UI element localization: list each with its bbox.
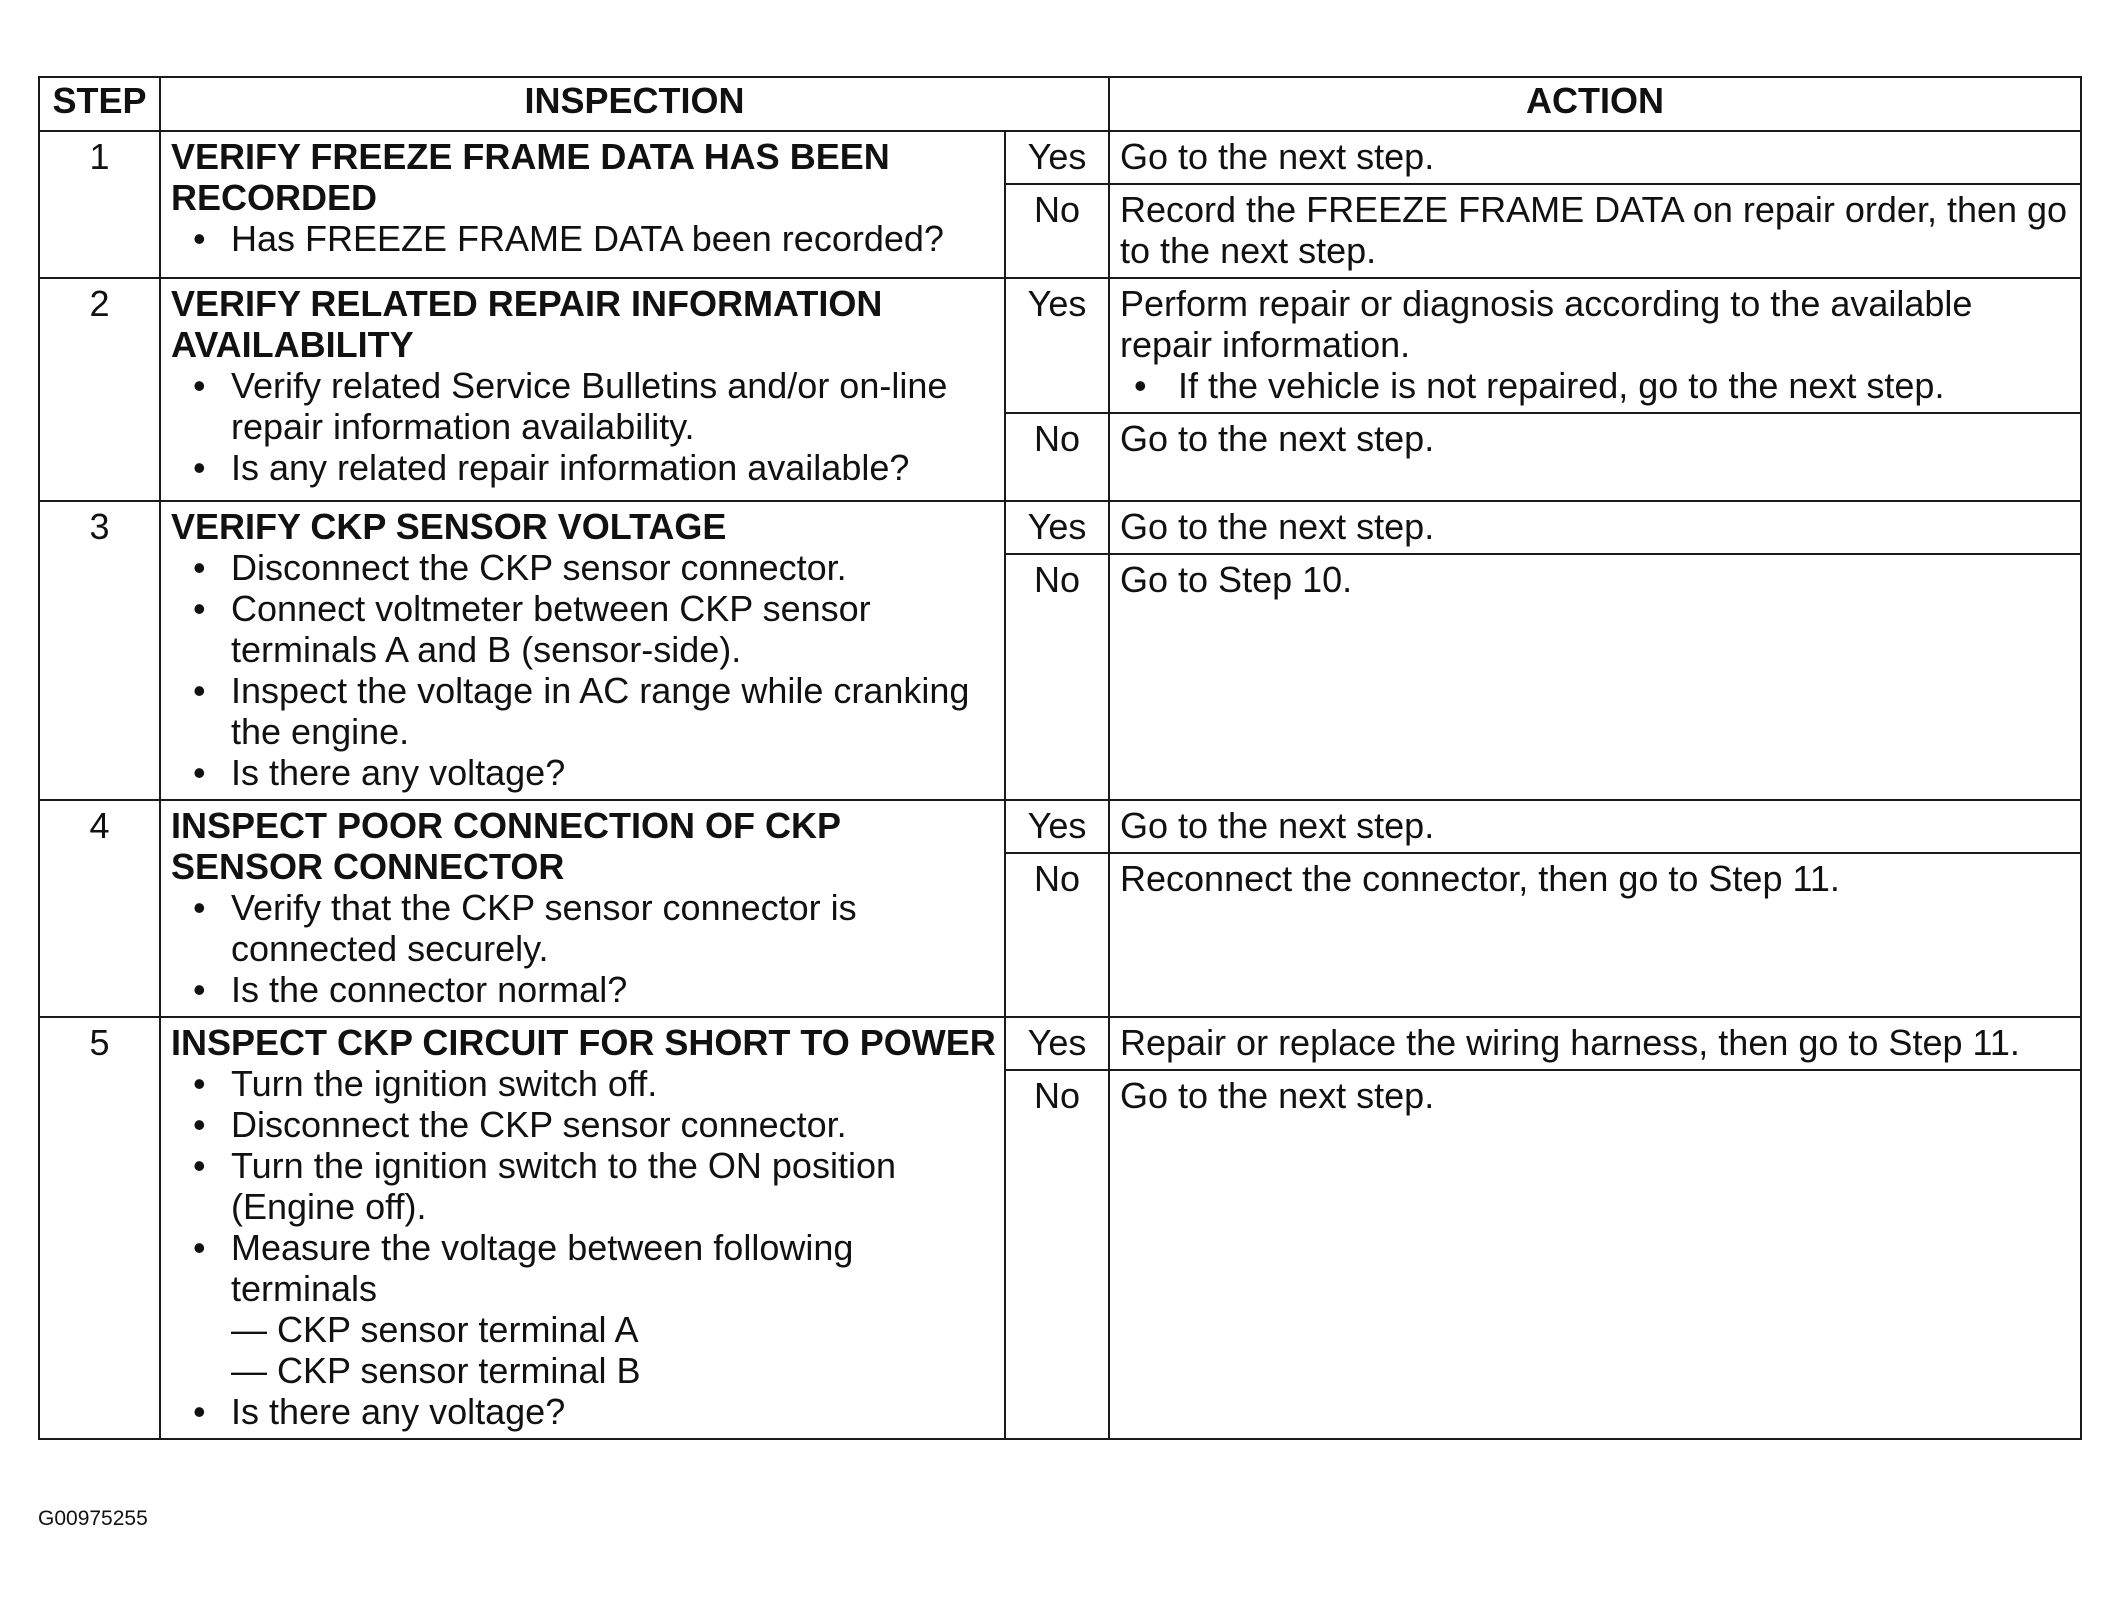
list-item: • Is there any voltage? bbox=[171, 752, 996, 793]
list-item: • If the vehicle is not repaired, go to the next step. bbox=[1120, 365, 2072, 406]
no-label: No bbox=[1005, 554, 1109, 800]
list-item: • Disconnect the CKP sensor connector. bbox=[171, 1104, 996, 1145]
no-action: Go to the next step. bbox=[1109, 1070, 2081, 1439]
table-row bbox=[39, 501, 2081, 554]
inspection-title: VERIFY RELATED REPAIR INFORMATION AVAILABILITY bbox=[171, 283, 883, 365]
header-step: STEP bbox=[39, 77, 160, 131]
header-row bbox=[39, 77, 2081, 131]
table-row bbox=[39, 278, 2081, 413]
inspection-title: INSPECT POOR CONNECTION OF CKP SENSOR CONNECTOR bbox=[171, 805, 841, 887]
inspection-cell bbox=[160, 501, 1005, 800]
inspection-bullets bbox=[171, 1063, 996, 1432]
step-number: 4 bbox=[39, 800, 160, 1017]
yes-action: Go to the next step. bbox=[1109, 800, 2081, 853]
sub-bullets bbox=[231, 1309, 996, 1391]
list-item: • Inspect the voltage in AC range while cranking the engine. bbox=[171, 670, 996, 752]
header-action: ACTION bbox=[1109, 77, 2081, 131]
inspection-title: VERIFY CKP SENSOR VOLTAGE bbox=[171, 506, 727, 547]
yes-label: Yes bbox=[1005, 800, 1109, 853]
sub-item: — CKP sensor terminal A bbox=[231, 1309, 639, 1350]
list-item: • Has FREEZE FRAME DATA been recorded? bbox=[171, 218, 996, 259]
inspection-title: INSPECT CKP CIRCUIT FOR SHORT TO POWER bbox=[171, 1022, 996, 1063]
yes-action: Perform repair or diagnosis according to the available repair information. bbox=[1120, 283, 1973, 365]
inspection-cell bbox=[160, 131, 1005, 278]
no-label: No bbox=[1005, 853, 1109, 1017]
list-item: • Is the connector normal? bbox=[171, 969, 996, 1010]
yes-action: Go to the next step. bbox=[1109, 501, 2081, 554]
inspection-bullets bbox=[171, 887, 996, 1010]
step-number: 3 bbox=[39, 501, 160, 800]
no-label: No bbox=[1005, 413, 1109, 501]
table-row bbox=[39, 1017, 2081, 1070]
inspection-cell bbox=[160, 278, 1005, 501]
list-item-text: Measure the voltage between following terminals bbox=[231, 1227, 854, 1309]
figure-id: G00975255 bbox=[38, 1507, 148, 1530]
list-item bbox=[171, 1227, 996, 1391]
inspection-bullets bbox=[171, 365, 996, 488]
inspection-bullets bbox=[171, 547, 996, 793]
inspection-title: VERIFY FREEZE FRAME DATA HAS BEEN RECORDED bbox=[171, 136, 890, 218]
list-item: • Turn the ignition switch to the ON position (Engine off). bbox=[171, 1145, 996, 1227]
yes-action: Repair or replace the wiring harness, then go to Step 11. bbox=[1109, 1017, 2081, 1070]
no-action: Go to Step 10. bbox=[1109, 554, 2081, 800]
list-item: • Is any related repair information available? bbox=[171, 447, 996, 488]
sub-item: — CKP sensor terminal B bbox=[231, 1350, 641, 1391]
list-item: • Turn the ignition switch off. bbox=[171, 1063, 996, 1104]
yes-label: Yes bbox=[1005, 501, 1109, 554]
list-item: • Verify that the CKP sensor connector is connected securely. bbox=[171, 887, 996, 969]
yes-label: Yes bbox=[1005, 1017, 1109, 1070]
step-number: 1 bbox=[39, 131, 160, 278]
yes-action: Go to the next step. bbox=[1109, 131, 2081, 184]
no-label: No bbox=[1005, 184, 1109, 278]
yes-label: Yes bbox=[1005, 131, 1109, 184]
table-row bbox=[39, 800, 2081, 853]
table-row bbox=[39, 131, 2081, 184]
list-item: • Connect voltmeter between CKP sensor terminals A and B (sensor-side). bbox=[171, 588, 996, 670]
no-action: Reconnect the connector, then go to Step 11. bbox=[1109, 853, 2081, 1017]
inspection-cell bbox=[160, 800, 1005, 1017]
yes-label: Yes bbox=[1005, 278, 1109, 413]
step-number: 2 bbox=[39, 278, 160, 501]
inspection-cell bbox=[160, 1017, 1005, 1439]
no-action: Go to the next step. bbox=[1109, 413, 2081, 501]
list-item: • Verify related Service Bulletins and/or on-line repair information availability. bbox=[171, 365, 996, 447]
inspection-bullets bbox=[171, 218, 996, 259]
no-action: Record the FREEZE FRAME DATA on repair order, then go to the next step. bbox=[1109, 184, 2081, 278]
step-number: 5 bbox=[39, 1017, 160, 1439]
action-bullets bbox=[1120, 365, 2072, 406]
yes-action-cell bbox=[1109, 278, 2081, 413]
list-item: • Disconnect the CKP sensor connector. bbox=[171, 547, 996, 588]
header-inspection: INSPECTION bbox=[160, 77, 1109, 131]
list-item: • Is there any voltage? bbox=[171, 1391, 996, 1432]
no-label: No bbox=[1005, 1070, 1109, 1439]
diagnostic-table bbox=[38, 76, 2082, 1440]
